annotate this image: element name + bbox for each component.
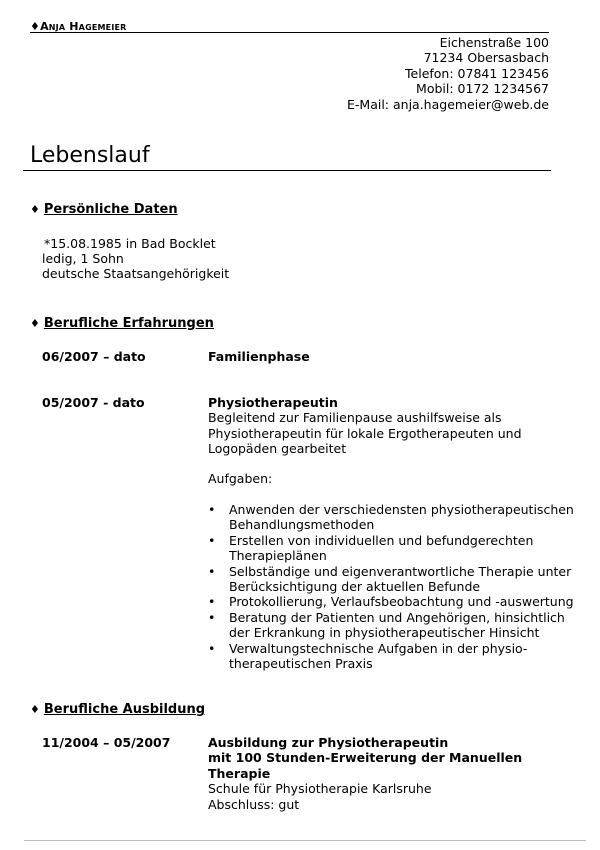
- task-line: • Protokollierung, Verlaufsbeobachtung und -auswertung: [229, 594, 574, 610]
- task-line: • Beratung der Patienten und Angehörigen, hinsichtlich: [229, 609, 565, 625]
- experience-description-line: Logopäden gearbeitet: [208, 441, 347, 457]
- task-line: Berücksichtigung der aktuellen Befunde: [229, 579, 481, 595]
- personal-line-birth: *15.08.1985 in Bad Bocklet: [44, 236, 216, 251]
- experience-date-2: 05/2007 - dato: [42, 395, 145, 410]
- address-email: E-Mail: anja.hagemeier@web.de: [347, 96, 549, 112]
- task-line: • Selbständige und eigenverantwortliche Therapie unter: [229, 563, 572, 579]
- diamond-bullet-icon: ♦: [30, 703, 40, 716]
- experience-entry-2: [208, 395, 522, 457]
- task-line: • Anwenden der verschiedensten physiotherapeutischen: [229, 502, 574, 517]
- address-phone: Telefon: 07841 123456: [405, 65, 549, 81]
- experience-position-1: Familienphase: [208, 349, 310, 364]
- applicant-name: Anja Hagemeier: [40, 20, 127, 33]
- personal-line-status: ledig, 1 Sohn: [42, 251, 124, 266]
- task-line: • Erstellen von individuellen und befundgerechten: [229, 532, 534, 548]
- address-mobile: Mobil: 0172 1234567: [416, 81, 549, 97]
- education-result: Abschluss: gut: [208, 796, 300, 812]
- diamond-bullet-icon: ♦: [30, 203, 40, 216]
- experience-position-2: Physiotherapeutin: [208, 395, 338, 410]
- education-title-line: mit 100 Stunden-Erweiterung der Manuellen: [208, 750, 523, 766]
- education-entry-1: [208, 735, 522, 812]
- task-line: Behandlungsmethoden: [229, 517, 375, 533]
- task-item: [208, 564, 574, 595]
- task-item: [208, 502, 574, 533]
- personal-data-block-2: [42, 251, 229, 282]
- section-experience-title: Berufliche Erfahrungen: [43, 316, 214, 331]
- task-line: therapeutischen Praxis: [229, 656, 373, 672]
- task-line: der Erkrankung in physiotherapeutischer Hinsicht: [229, 625, 540, 641]
- section-personal-heading: [30, 202, 178, 218]
- personal-data-block: [44, 236, 216, 251]
- task-line: Therapieplänen: [229, 548, 327, 564]
- address-city: 71234 Obersasbach: [423, 50, 549, 66]
- experience-description-line: Begleitend zur Familienpause aushilfsweise als: [208, 410, 502, 426]
- section-education-heading: [30, 702, 205, 718]
- task-item: [208, 610, 574, 641]
- title-rule: [23, 170, 551, 171]
- footer-rule: [24, 840, 586, 841]
- address-street: Eichenstraße 100: [439, 35, 549, 50]
- experience-date-1: 06/2007 – dato: [42, 349, 146, 364]
- section-personal-title: Persönliche Daten: [43, 202, 178, 217]
- education-date-1: 11/2004 – 05/2007: [42, 735, 171, 750]
- education-title-line: Therapie: [208, 765, 271, 781]
- task-line: • Verwaltungstechnische Aufgaben in der physio-: [229, 640, 528, 656]
- task-item: [208, 641, 574, 672]
- address-block: [347, 35, 549, 112]
- personal-line-nationality: deutsche Staatsangehörigkeit: [42, 266, 230, 282]
- page-title: Lebenslauf: [30, 143, 150, 168]
- task-item: [208, 533, 574, 564]
- education-school: Schule für Physiotherapie Karlsruhe: [208, 781, 432, 797]
- diamond-bullet-icon: ♦: [30, 20, 41, 33]
- task-item: [208, 594, 574, 609]
- section-experience-heading: [30, 316, 214, 332]
- header-rule: [30, 32, 549, 33]
- education-title-line: Ausbildung zur Physiotherapeutin: [208, 735, 449, 750]
- section-education-title: Berufliche Ausbildung: [43, 702, 206, 717]
- experience-description-line: Physiotherapeutin für lokale Ergotherapeuten und: [208, 425, 522, 441]
- task-list: [208, 502, 574, 671]
- diamond-bullet-icon: ♦: [30, 317, 40, 330]
- tasks-label: Aufgaben:: [208, 471, 273, 486]
